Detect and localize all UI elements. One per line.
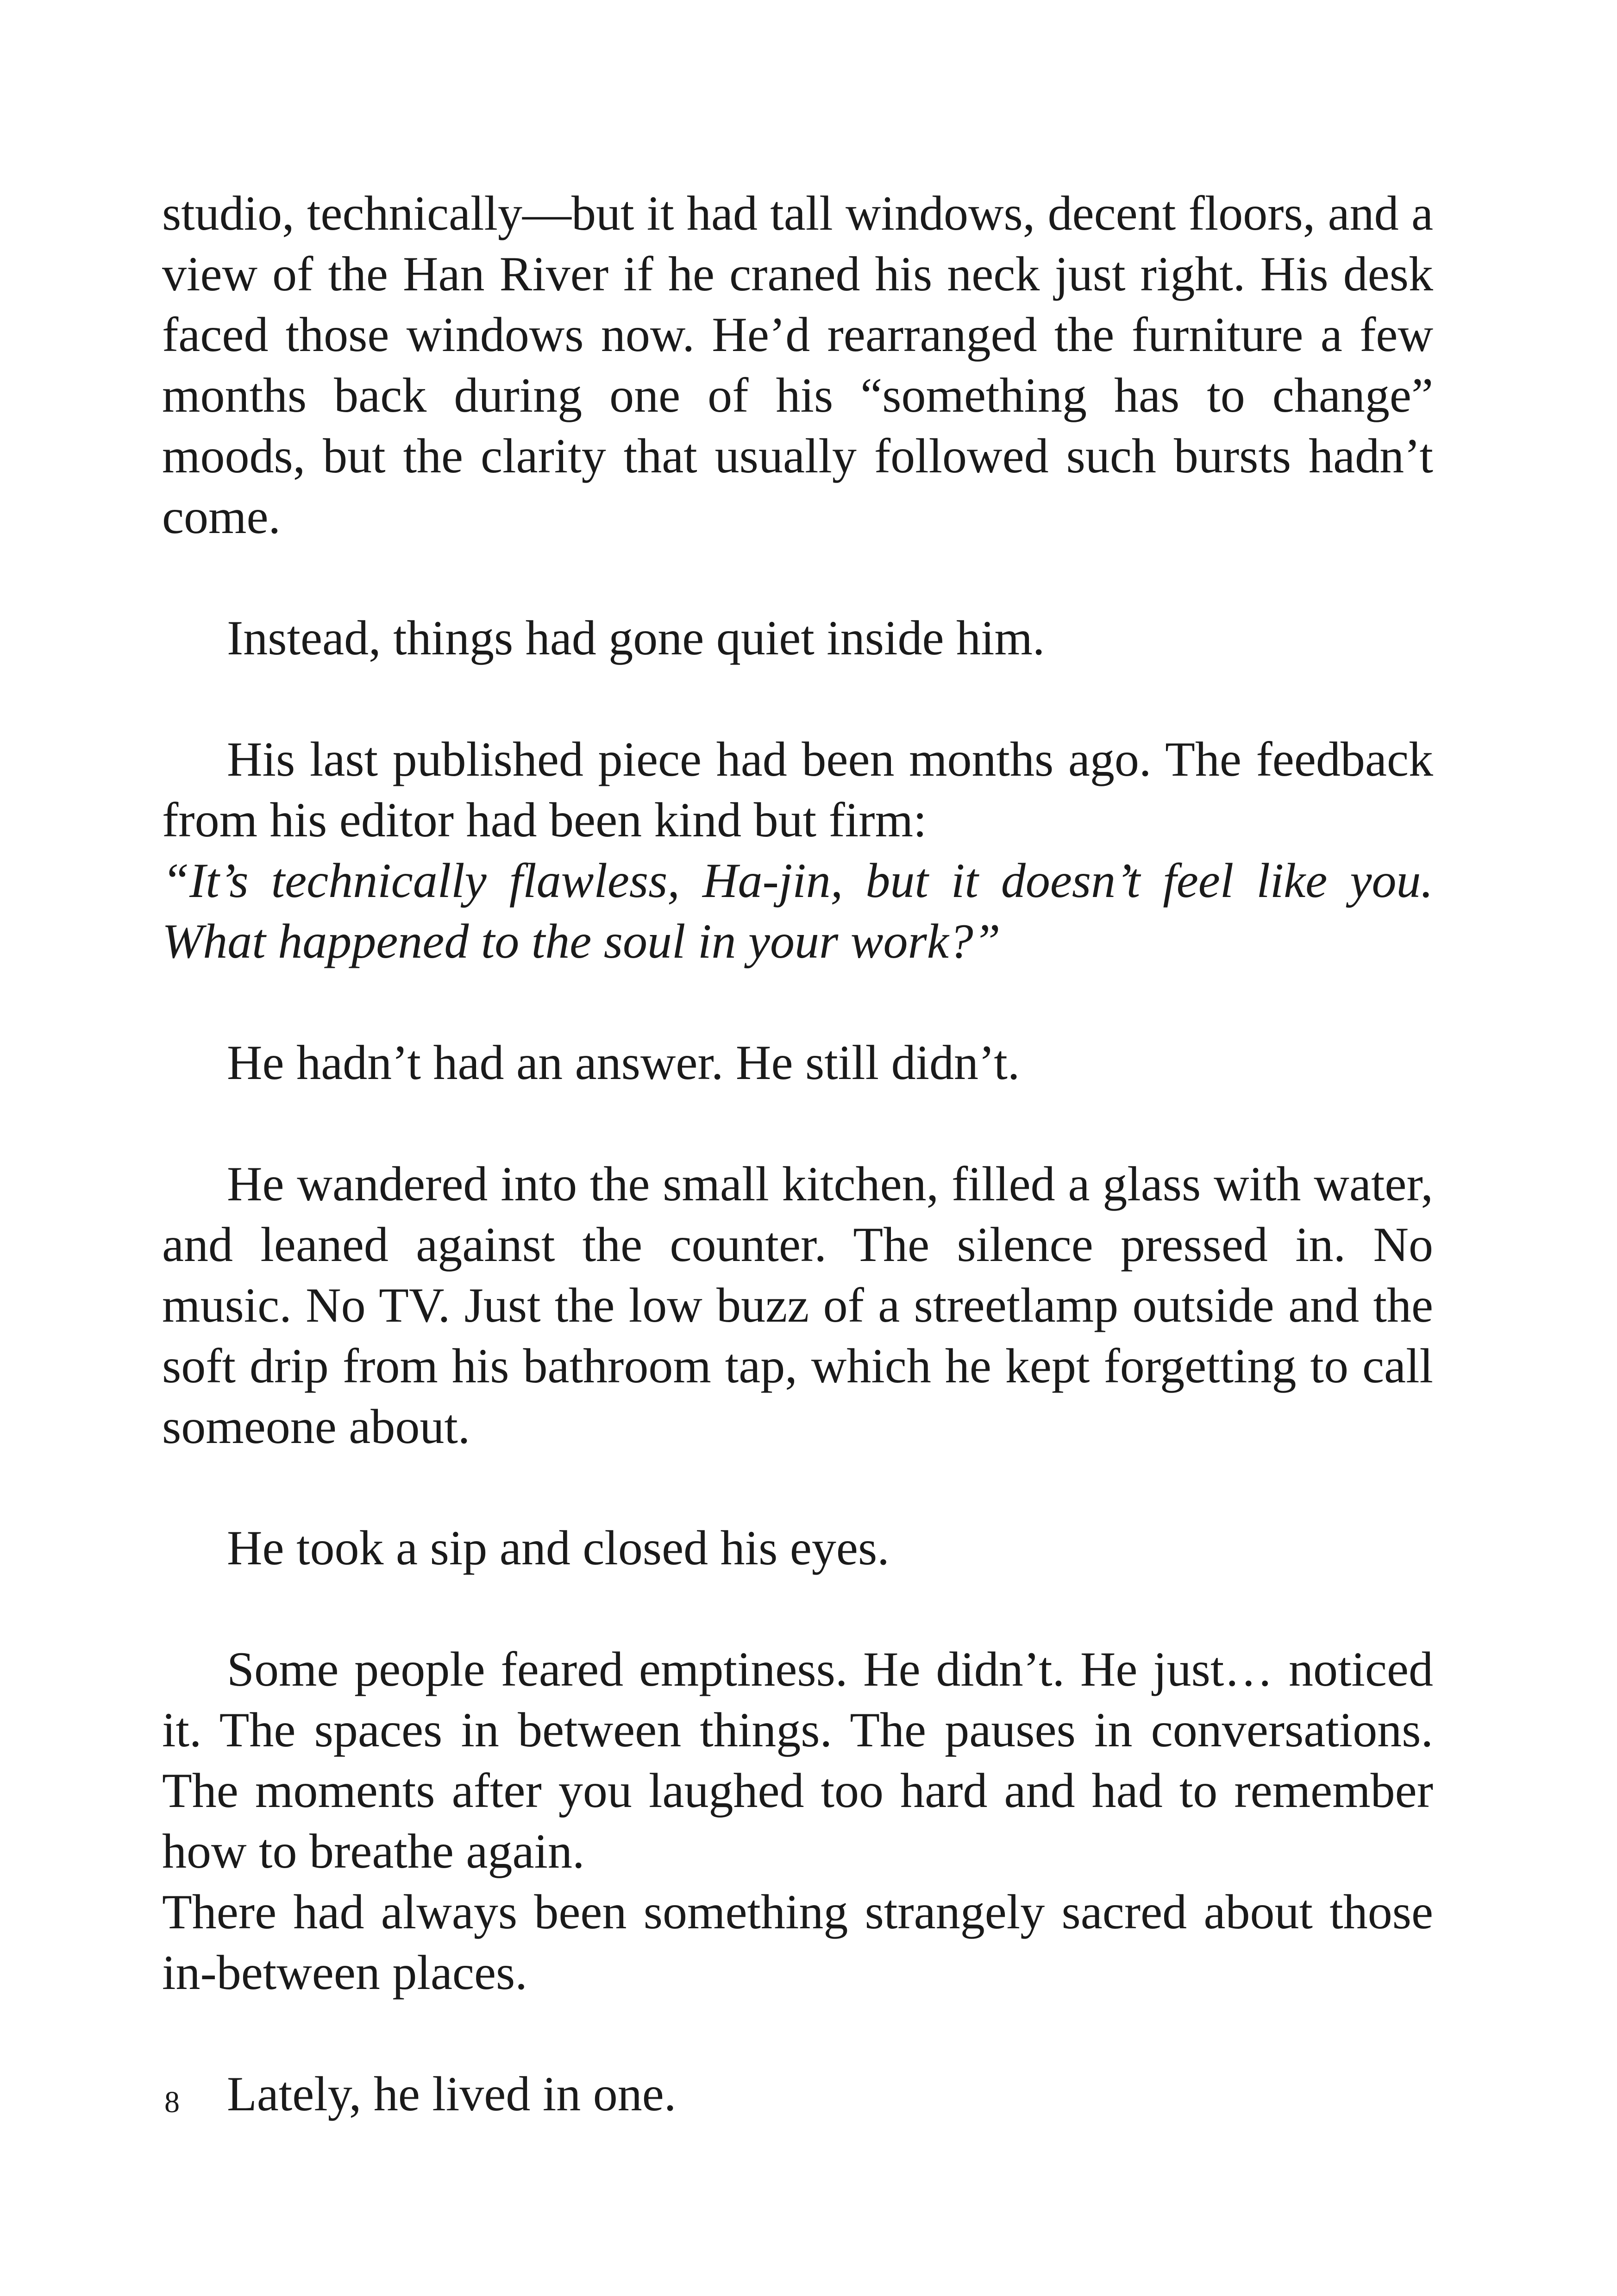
paragraph-sacred: There had always been something strangely sacred about those in-between places. — [162, 1885, 1433, 2000]
editor-quote-text: “It’s technically flawless, Ha-jin, but it doesn’t feel like you. What happened to the soul in your work?” — [162, 853, 1433, 968]
paragraph-emptiness: Some people feared emptiness. He didn’t. He just… noticed it. The spaces in between things. The pauses in conversations. The moments after you laughed too hard and had to remember how to breathe again. — [162, 1642, 1433, 1878]
page-number: 8 — [164, 2085, 180, 2119]
editor-quote — [162, 850, 1433, 972]
paragraph-no-answer: He hadn’t had an answer. He still didn’t. — [227, 1035, 1020, 1090]
paragraph-studio: studio, technically—but it had tall windows, decent floors, and a view of the Han River if he craned his neck just right. His desk faced those windows now. He’d rearranged the furniture a few months back during one of his “something has to change” moods, but the clarity that usually followed such bursts hadn’t come. — [162, 186, 1433, 544]
paragraph-kitchen: He wandered into the small kitchen, filled a glass with water, and leaned against the counter. The silence pressed in. No music. No TV. Just the low buzz of a streetlamp outside and the soft drip from his bathroom tap, which he kept forgetting to call someone about. — [162, 1157, 1433, 1454]
paragraph-lately: Lately, he lived in one. — [227, 2067, 677, 2121]
paragraph-sip: He took a sip and closed his eyes. — [227, 1521, 890, 1575]
paragraph-quiet: Instead, things had gone quiet inside him. — [227, 611, 1045, 665]
body-text — [162, 183, 1433, 2124]
paragraph-last-piece: His last published piece had been months ago. The feedback from his editor had been kind but firm: — [162, 732, 1433, 847]
